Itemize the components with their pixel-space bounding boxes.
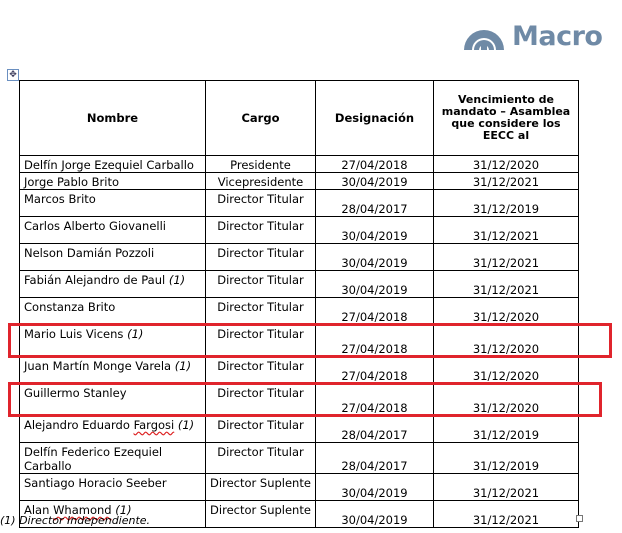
cell-cargo: Director Suplente xyxy=(206,501,316,528)
cell-cargo: Director Titular xyxy=(206,357,316,384)
table-row xyxy=(20,357,579,384)
cell-cargo: Director Titular xyxy=(206,416,316,443)
table-row xyxy=(20,474,579,501)
independent-note: (1) xyxy=(174,359,192,373)
macro-emblem-icon xyxy=(460,20,508,52)
cell-nombre xyxy=(20,190,206,217)
cell-nombre xyxy=(20,271,206,298)
footnote: (1) Director Independiente. xyxy=(0,514,151,527)
director-name: Jorge Pablo Brito xyxy=(24,175,119,189)
cell-vencimiento: 31/12/2020 xyxy=(434,357,579,384)
cell-designacion: 27/04/2018 xyxy=(316,384,434,416)
table-row xyxy=(20,443,579,474)
directors-table xyxy=(19,80,579,528)
table-row xyxy=(20,190,579,217)
cell-nombre xyxy=(20,217,206,244)
header-nombre: Nombre xyxy=(20,81,206,156)
cell-designacion: 30/04/2019 xyxy=(316,474,434,501)
cell-designacion: 27/04/2018 xyxy=(316,298,434,325)
cell-designacion: 30/04/2019 xyxy=(316,173,434,190)
cell-cargo: Director Titular xyxy=(206,271,316,298)
cell-designacion: 30/04/2019 xyxy=(316,217,434,244)
director-name: Guillermo Stanley xyxy=(24,386,127,400)
macro-logo xyxy=(460,20,603,56)
cell-cargo: Vicepresidente xyxy=(206,173,316,190)
cell-nombre xyxy=(20,244,206,271)
director-name: Constanza Brito xyxy=(24,300,116,314)
cell-cargo: Director Titular xyxy=(206,298,316,325)
director-name: Fabián Alejandro de Paul xyxy=(24,273,166,287)
cell-designacion: 30/04/2019 xyxy=(316,501,434,528)
table-row xyxy=(20,298,579,325)
table-row xyxy=(20,244,579,271)
director-name: Carlos Alberto Giovanelli xyxy=(24,219,166,233)
cell-designacion: 27/04/2018 xyxy=(316,156,434,173)
cell-designacion: 30/04/2019 xyxy=(316,244,434,271)
cell-vencimiento: 31/12/2021 xyxy=(434,217,579,244)
highlight-box-stanley xyxy=(8,382,602,417)
cell-vencimiento: 31/12/2021 xyxy=(434,474,579,501)
cell-cargo: Presidente xyxy=(206,156,316,173)
cell-vencimiento: 31/12/2020 xyxy=(434,325,579,357)
cell-vencimiento: 31/12/2020 xyxy=(434,384,579,416)
independent-note: (1) xyxy=(127,327,144,341)
director-name: Delfín Jorge Ezequiel Carballo xyxy=(24,158,194,172)
cell-cargo: Director Titular xyxy=(206,244,316,271)
cell-cargo: Director Titular xyxy=(206,384,316,416)
cell-nombre xyxy=(20,156,206,173)
cell-designacion: 30/04/2019 xyxy=(316,271,434,298)
cell-vencimiento: 31/12/2020 xyxy=(434,298,579,325)
independent-note: (1) xyxy=(177,418,195,432)
cell-vencimiento: 31/12/2021 xyxy=(434,501,579,528)
cell-nombre xyxy=(20,443,206,474)
table-row xyxy=(20,271,579,298)
cell-designacion: 27/04/2018 xyxy=(316,357,434,384)
cell-vencimiento: 31/12/2019 xyxy=(434,190,579,217)
cell-designacion: 27/04/2018 xyxy=(316,325,434,357)
cell-cargo: Director Titular xyxy=(206,443,316,474)
table-resize-handle[interactable] xyxy=(576,515,583,522)
independent-note: (1) xyxy=(168,273,186,287)
header-vencimiento: Vencimiento de mandato – Asamblea que considere los EECC al xyxy=(434,81,579,156)
director-name: Juan Martín Monge Varela xyxy=(24,359,172,373)
cell-nombre xyxy=(20,416,206,443)
header-designacion: Designación xyxy=(316,81,434,156)
director-name: Nelson Damián Pozzoli xyxy=(24,246,155,260)
director-name: Alan Whamond xyxy=(24,503,112,517)
cell-vencimiento: 31/12/2021 xyxy=(434,173,579,190)
table-row xyxy=(20,156,579,173)
independent-note: (1) xyxy=(115,503,132,517)
table-row xyxy=(20,173,579,190)
table-row xyxy=(20,416,579,443)
cell-nombre xyxy=(20,173,206,190)
cell-cargo: Director Titular xyxy=(206,217,316,244)
cell-vencimiento: 31/12/2021 xyxy=(434,271,579,298)
logo-text: Macro xyxy=(512,21,603,52)
director-name: Mario Luis Vicens xyxy=(24,327,124,341)
cell-cargo: Director Titular xyxy=(206,190,316,217)
cell-vencimiento: 31/12/2019 xyxy=(434,416,579,443)
cell-cargo: Director Titular xyxy=(206,325,316,357)
cell-designacion: 28/04/2017 xyxy=(316,443,434,474)
cell-cargo: Director Suplente xyxy=(206,474,316,501)
cell-vencimiento: 31/12/2020 xyxy=(434,156,579,173)
director-name: Delfín Federico Ezequiel Carballo xyxy=(24,445,163,473)
cell-designacion: 28/04/2017 xyxy=(316,190,434,217)
cell-designacion: 28/04/2017 xyxy=(316,416,434,443)
cell-nombre xyxy=(20,357,206,384)
cell-vencimiento: 31/12/2019 xyxy=(434,443,579,474)
cell-nombre xyxy=(20,298,206,325)
director-name: Alejandro Eduardo Fargosi xyxy=(24,418,175,432)
table-move-handle-icon[interactable]: ✥ xyxy=(7,69,19,81)
header-row xyxy=(20,81,579,156)
header-cargo: Cargo xyxy=(206,81,316,156)
cell-vencimiento: 31/12/2021 xyxy=(434,244,579,271)
cell-nombre xyxy=(20,474,206,501)
director-name: Santiago Horacio Seeber xyxy=(24,476,167,490)
director-name: Marcos Brito xyxy=(24,192,96,206)
highlight-box-vicens xyxy=(8,323,612,358)
table-row xyxy=(20,217,579,244)
